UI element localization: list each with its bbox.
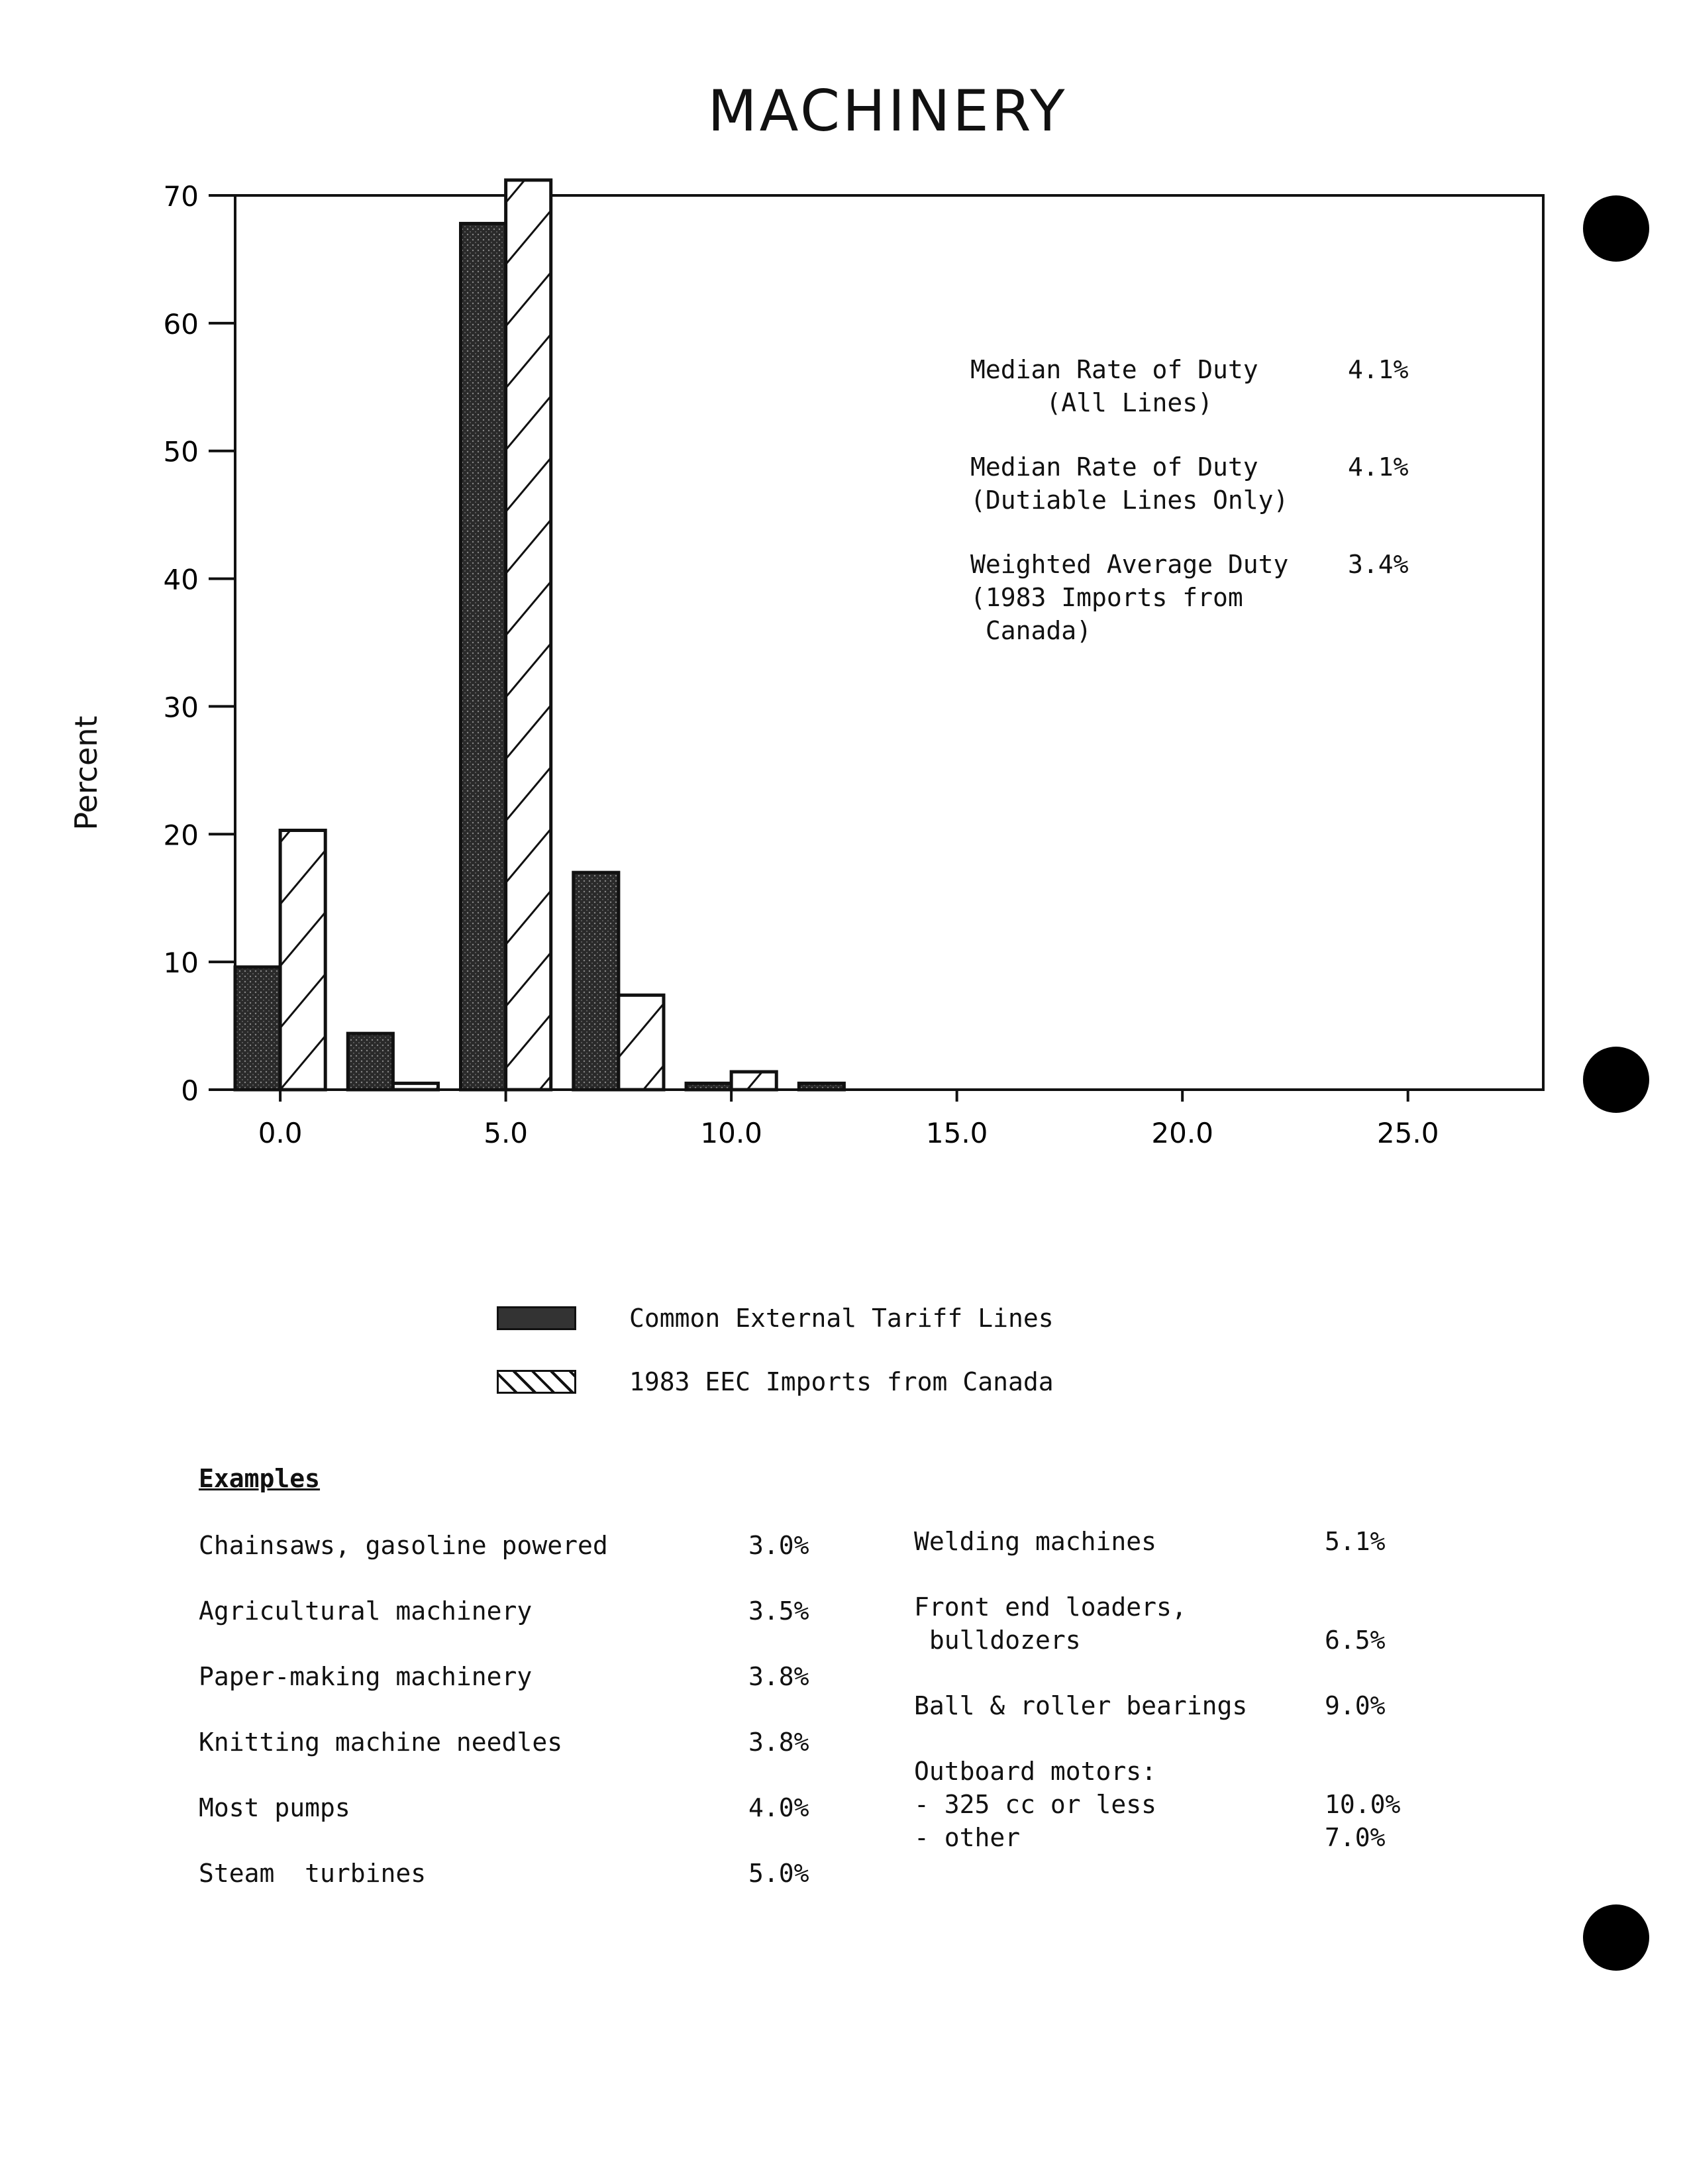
example-item [199,1660,809,1693]
y-tick-label: 0 [181,1074,199,1107]
x-tick-label: 10.0 [700,1117,762,1149]
example-label: Most pumps [199,1793,350,1822]
example-label: Front end loaders, bulldozers [914,1592,1187,1655]
example-item [914,1525,1386,1558]
examples-right-column [914,1525,1401,1887]
bar-cet-lines [686,1083,731,1090]
chart-legend [497,1298,1054,1426]
example-item [914,1590,1386,1657]
legend-item-imports [497,1362,1054,1402]
y-axis-label: Percent [68,715,104,831]
example-label: Chainsaws, gasoline powered [199,1531,608,1560]
note-median-dutiable [970,450,1447,517]
bar-cet-lines [799,1083,844,1090]
bar-cet-lines [461,223,506,1090]
y-tick-label: 30 [163,691,199,724]
note-value: 4.1% [1348,452,1409,482]
examples-heading: Examples [199,1464,321,1493]
bar-cet-lines [574,872,619,1090]
bar-eec-imports [506,180,551,1090]
example-item [199,1594,809,1628]
bar-cet-lines [235,967,280,1090]
x-tick-label: 25.0 [1376,1117,1439,1149]
example-value: 9.0% [1325,1691,1386,1720]
note-weighted-average [970,548,1447,647]
example-label: Knitting machine needles [199,1728,563,1757]
bar-eec-imports [731,1072,776,1090]
duty-notes [970,353,1447,678]
x-tick-label: 15.0 [925,1117,988,1149]
legend-label: 1983 EEC Imports from Canada [629,1367,1054,1396]
y-tick-label: 50 [163,435,199,468]
example-value: 3.5% [748,1596,809,1626]
examples-section [199,1464,1401,1888]
example-label: Paper-making machinery [199,1662,533,1691]
example-value: 3.8% [748,1662,809,1691]
example-label: Agricultural machinery [199,1596,533,1626]
note-label: Median Rate of Duty (All Lines) [970,355,1258,417]
binder-hole-icon [1583,195,1649,262]
example-item [914,1755,1401,1854]
example-item [199,1791,809,1824]
note-value: 3.4% [1348,550,1409,579]
legend-swatch-solid [497,1306,576,1330]
x-tick-label: 0.0 [258,1117,303,1149]
y-tick-label: 20 [163,819,199,852]
bar-eec-imports [393,1083,438,1090]
example-label: Steam turbines [199,1859,427,1888]
example-value: 6.5% [1325,1626,1386,1655]
binder-hole-icon [1583,1904,1649,1971]
note-median-all [970,353,1447,419]
x-tick-label: 5.0 [484,1117,529,1149]
example-value: 3.8% [748,1728,809,1757]
example-value: 5.0% [748,1859,809,1888]
y-tick-label: 40 [163,563,199,596]
examples-left-column [199,1529,809,1922]
bar-eec-imports [280,831,325,1090]
example-item [914,1689,1386,1722]
example-item [199,1726,809,1759]
legend-swatch-hatched [497,1370,576,1394]
example-item [199,1529,809,1562]
example-value: 3.0% [748,1531,809,1560]
example-value: 5.1% [1325,1527,1386,1556]
example-item [199,1857,809,1890]
bar-eec-imports [619,995,664,1090]
chart-title: MACHINERY [707,78,1068,144]
y-tick-label: 70 [163,180,199,213]
example-label: Outboard motors: - 325 cc or less - other [914,1757,1157,1852]
bar-cet-lines [348,1033,393,1090]
note-label: Weighted Average Duty (1983 Imports from Canada) [970,550,1289,645]
example-value: 10.0% 7.0% [1325,1790,1401,1852]
binder-hole-icon [1583,1047,1649,1113]
note-label: Median Rate of Duty (Dutiable Lines Only) [970,452,1289,515]
x-tick-label: 20.0 [1151,1117,1213,1149]
note-value: 4.1% [1348,355,1409,384]
legend-item-cet [497,1298,1054,1338]
y-tick-label: 10 [163,947,199,980]
example-label: Welding machines [914,1527,1157,1556]
example-label: Ball & roller bearings [914,1691,1248,1720]
y-tick-label: 60 [163,307,199,340]
legend-label: Common External Tariff Lines [629,1304,1054,1333]
example-value: 4.0% [748,1793,809,1822]
